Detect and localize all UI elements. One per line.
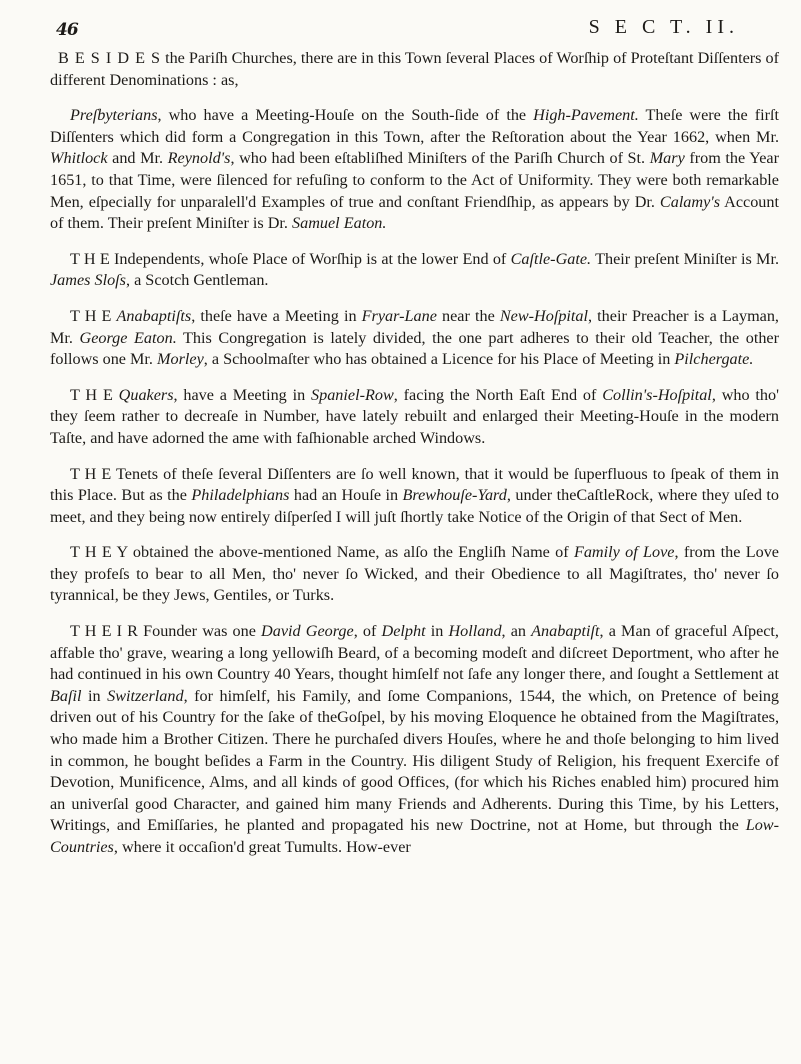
- italic-run: Pilchergate.: [674, 350, 754, 369]
- text-run: from the Year 1651, to that Time, were ſilenced for refuſing to conform to the Act of Uniformity. They were both remarkable Men, eſpecially for unparalell'd Examples of true and conſtant Friendſhip, as appears by Dr.: [50, 149, 779, 211]
- text-run: , from the Love they profeſs to bear to all Men, tho' never ſo Wicked, and their Obedience to all Magiſtrates, tho' never ſo tyrannical, be they Jews, Gentiles, or Turks.: [50, 543, 779, 605]
- paragraph-lead: B E S I D E S: [58, 49, 162, 67]
- text-run: T H E: [70, 306, 117, 325]
- text-run: This Congregation is lately divided, the one part adheres to their old Teacher, the other follows one Mr.: [50, 328, 780, 369]
- running-head: [50, 10, 779, 44]
- text-run: , theſe have a Meeting in: [191, 306, 362, 325]
- italic-run: Collin's-Hoſpital: [602, 385, 712, 404]
- italic-run: Calamy's: [659, 192, 721, 211]
- italic-run: Family of Love: [573, 543, 675, 562]
- italic-run: Philadelphians: [191, 486, 290, 505]
- paragraph-family-of-love: [50, 542, 779, 607]
- text-run: , for himſelf, his Family, and ſome Companions, 1544, the which, on Pretence of being driven out of his Country for the ſake of theGoſpel, by his moving Eloquence he obtained from the Magiſtrates, who made him a Brother Citizen. There he purchaſed divers Houſes, where he and thoſe belonging to him lived in common, he bought beſides a Farm in the Country. His diligent Study of Religion, his frequent Exercife of Devotion, Munificence, Alms, and all kinds of good Offices, (for which his Riches enabled him) procured him an univerſal good Character, and gained him many Friends and Adherents. During this Time, by his Letters, Writings, and Emiſſaries, he planted and propagated his new Doctrine, not at Home, but through the: [50, 686, 780, 835]
- italic-run: High-Pavement.: [533, 106, 639, 125]
- text-run: , their Preacher is a Layman, Mr.: [50, 306, 779, 347]
- text-run: had an Houſe in: [289, 486, 403, 505]
- text-run: , where it occaſion'd great Tumults. How-ever: [113, 838, 411, 856]
- text-run: Their preſent Miniſter is Mr.: [591, 249, 779, 268]
- italic-run: Baſil: [50, 686, 82, 705]
- italic-run: Caſtle-Gate.: [510, 249, 592, 268]
- paragraph-presbyterians: [50, 105, 779, 235]
- italic-run: New-Hoſpital: [499, 306, 589, 325]
- page-number: 46: [56, 20, 78, 40]
- text-run: , a Man of graceful Aſpect, affable tho' grave, wearing a long yellowiſh Beard, of a becoming modeſt and diſcreet Deportment, who after he had continued in his own Country 40 Years, thought himſelf not ſafe any longer there, and ſought a Settlement at: [50, 622, 779, 684]
- italic-run: Mary: [649, 149, 685, 168]
- text-run: and Mr.: [107, 149, 168, 168]
- italic-run: Spaniel-Row: [311, 385, 394, 404]
- italic-run: Anabaptiſts: [116, 306, 192, 325]
- section-heading: S E C T. II.: [588, 16, 739, 38]
- text-run: in: [425, 622, 449, 641]
- paragraph-anabaptists: [50, 306, 779, 371]
- text-run: T H E I R Founder was one: [70, 622, 262, 641]
- italic-run: George Eaton.: [79, 328, 177, 347]
- italic-run: Fryar-Lane: [361, 306, 437, 325]
- text-run: , who had been eſtabliſhed Miniſters of the Pariſh Church of St.: [230, 149, 650, 168]
- italic-run: Delpht: [381, 622, 426, 641]
- paragraph-quakers: [50, 385, 779, 450]
- paragraph-founder: [50, 621, 779, 859]
- italic-run: Morley: [157, 350, 204, 369]
- italic-run: Holland: [448, 622, 502, 641]
- paragraph-tenets: [50, 464, 779, 529]
- text-run: in: [81, 686, 108, 705]
- italic-run: Preſbyterians: [70, 106, 158, 125]
- text-run: T H E: [70, 249, 110, 268]
- text-run: T H E Y obtained the above-mentioned Name, as alſo the Engliſh Name of: [70, 543, 574, 562]
- italic-run: Low-Countries: [50, 816, 779, 856]
- italic-run: David George: [261, 622, 354, 641]
- text-run: , a Schoolmaſter who has obtained a Licence for his Place of Meeting in: [203, 350, 675, 369]
- text-run: near the: [436, 306, 500, 325]
- italic-run: Switzerland: [107, 686, 184, 705]
- italic-run: Reynold's: [167, 149, 231, 168]
- italic-run: Quakers: [118, 385, 174, 404]
- text-run: T H E: [70, 385, 119, 404]
- text-run: T H E Tenets of theſe ſeveral Diſſenters are ſo well known, that it would be ſuperfluous to ſpeak of them in this Place. But as the: [50, 464, 779, 505]
- paragraph-text: the Pariſh Churches, there are in this Town ſeveral Places of Worſhip of Proteſtant Diſſenters of different Denominations : as,: [50, 49, 779, 89]
- body-text: [50, 48, 779, 859]
- italic-run: Anabaptiſt: [531, 622, 600, 641]
- italic-run: James Sloſs: [50, 271, 126, 290]
- text-run: , who tho' they ſeem rather to decreaſe in Number, have lately rebuilt and enlarged their Meeting-Houſe in the modern Taſte, and have adorned the ame with faſhionable arched Windows.: [50, 385, 779, 447]
- paragraph-besides: [50, 48, 779, 91]
- text-run: , who have a Meeting-Houſe on the South-ſide of the: [157, 106, 534, 125]
- text-run: , an: [501, 622, 532, 641]
- italic-run: Whitlock: [50, 149, 108, 168]
- italic-run: Brewhouſe-Yard: [402, 486, 507, 505]
- text-run: , have a Meeting in: [173, 385, 312, 404]
- text-run: , of: [353, 622, 382, 641]
- text-run: , a Scotch Gentleman.: [125, 271, 269, 290]
- text-run: Independents, whoſe Place of Worſhip is at the lower End of: [109, 249, 511, 268]
- text-run: Theſe were the firſt Diſſenters which did form a Congregation in this Town, after the Reſtoration about the Year 1662, when Mr.: [50, 106, 779, 146]
- text-run: , facing the North Eaſt End of: [393, 385, 603, 404]
- italic-run: Samuel Eaton.: [292, 214, 387, 233]
- paragraph-independents: [50, 249, 779, 292]
- text-run: Account of them. Their preſent Miniſter is Dr.: [50, 192, 779, 233]
- text-run: , under theCaſtleRock, where they uſed to meet, and they being now entirely diſperſed I will juſt ſhortly take Notice of the Origin of that Sect of Men.: [50, 486, 779, 526]
